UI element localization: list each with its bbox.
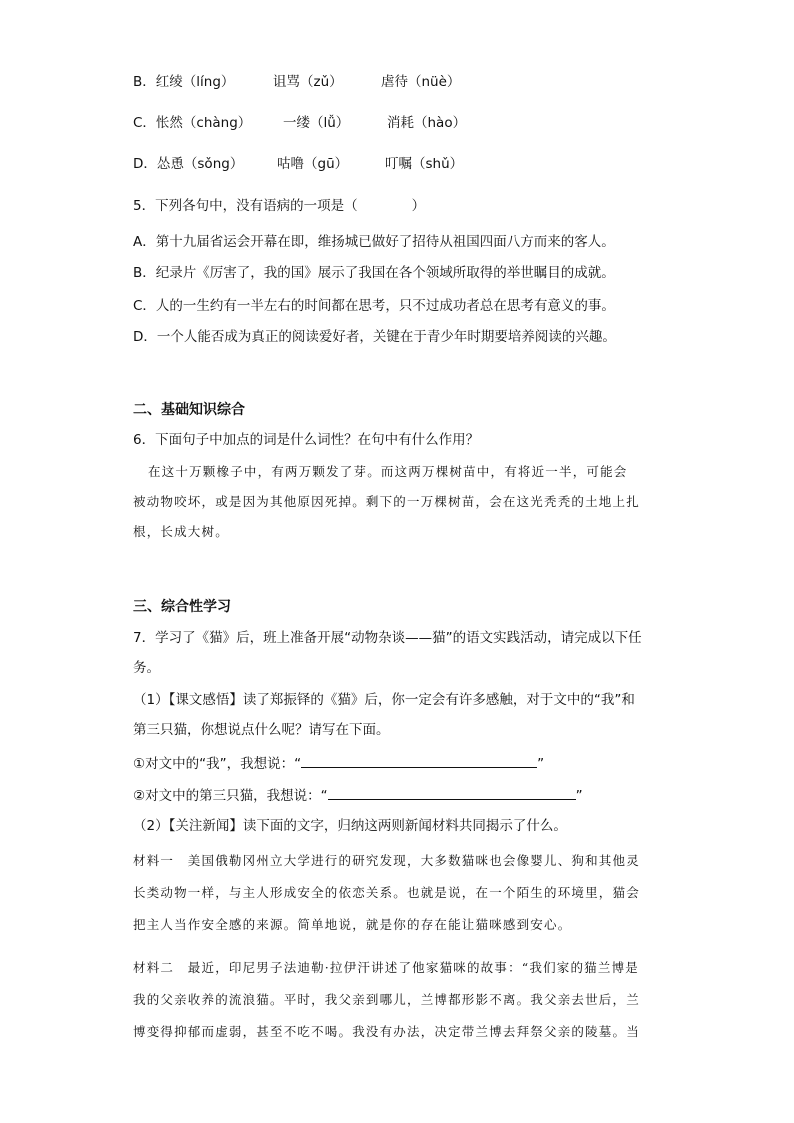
q4-option-b-word1: B．红绫（líng）: [133, 74, 235, 90]
q5-stem: 5．下列各句中，没有语病的一项是（ ）: [133, 198, 426, 214]
section-3-heading: 三、综合性学习: [133, 599, 231, 615]
material-1-line-1: 材料一 美国俄勒冈州立大学进行的研究发现，大多数猫咪也会像婴儿、狗和其他灵: [133, 853, 640, 868]
q5-option-c: C．人的一生约有一半左右的时间都在思考，只不过成功者总在思考有意义的事。: [133, 298, 615, 314]
q7-answer-1-prefix: ①对文中的“我”，我想说：“: [133, 756, 302, 772]
q7-sub1-line-2: 第三只猫，你想说点什么呢？请写在下面。: [133, 722, 390, 738]
q4-option-c: [133, 113, 466, 133]
material-1-line-3: 把主人当作安全感的来源。简单地说，就是你的存在能让猫咪感到安心。: [133, 917, 572, 932]
q6-passage-line-1: 在这十万颗橡子中，有两万颗发了芽。而这两万棵树苗中，有将近一半，可能会: [148, 464, 628, 479]
q7-answer-1-blank[interactable]: [301, 753, 537, 768]
q7-stem-line-2: 务。: [133, 660, 160, 676]
q7-answer-1-row: [133, 753, 544, 774]
q5-option-a: A．第十九届省运会开幕在即，维扬城已做好了招待从祖国四面八方而来的客人。: [133, 234, 615, 250]
q6-passage-line-3: 根，长成大树。: [133, 524, 229, 539]
q7-answer-2-row: [133, 785, 583, 806]
material-2-line-1: 材料二 最近，印尼男子法迪勒·拉伊汗讲述了他家猫咪的故事：“我们家的猫兰博是: [133, 960, 639, 975]
q7-answer-2-prefix: ②对文中的第三只猫，我想说：“: [133, 788, 328, 804]
q7-answer-2-blank[interactable]: [328, 785, 576, 800]
q7-answer-2-suffix: ”: [575, 788, 583, 804]
q5-option-b: B．纪录片《厉害了，我的国》展示了我国在各个领域所取得的举世瞩目的成就。: [133, 265, 615, 281]
material-1-line-2: 长类动物一样，与主人形成安全的依恋关系。也就是说，在一个陌生的环境里，猫会: [133, 885, 640, 900]
q4-option-b-word2: 诅骂（zǔ）: [273, 74, 343, 90]
q6-stem: 6．下面句子中加点的词是什么词性？在句中有什么作用？: [133, 432, 480, 448]
q7-answer-1-suffix: ”: [537, 756, 545, 772]
q7-sub1-line-1: （1）【课文感悟】读了郑振铎的《猫》后，你一定会有许多感触，对于文中的“我”和: [133, 692, 635, 708]
section-2-heading: 二、基础知识综合: [133, 402, 245, 418]
q6-passage-line-2: 被动物咬坏，或是因为其他原因死掉。剩下的一万棵树苗，会在这光秃秃的土地上扎: [133, 494, 640, 509]
q4-option-d-word1: D．怂恿（sǒng）: [133, 156, 244, 172]
q4-option-b-word3: 虐待（nüè）: [381, 74, 461, 90]
material-2-line-3: 博变得抑郁而虚弱，甚至不吃不喝。我没有办法，决定带兰博去拜祭父亲的陵墓。当: [133, 1024, 640, 1039]
q4-option-c-word2: 一缕（lǚ）: [283, 115, 350, 131]
material-2-line-2: 我的父亲收养的流浪猫。平时，我父亲到哪儿，兰博都形影不离。我父亲去世后，兰: [133, 992, 640, 1007]
q4-option-b: [133, 72, 460, 92]
q4-option-c-word1: C．怅然（chàng）: [133, 115, 252, 131]
q7-sub2: （2）【关注新闻】读下面的文字，归纳这两则新闻材料共同揭示了什么。: [133, 818, 567, 834]
q4-option-c-word3: 消耗（hào）: [387, 115, 467, 131]
q4-option-d-word3: 叮嘱（shǔ）: [385, 156, 464, 172]
q4-option-d-word2: 咕噜（gū）: [277, 156, 349, 172]
q4-option-d: [133, 154, 463, 174]
q7-stem-line-1: 7．学习了《猫》后，班上准备开展“动物杂谈——猫”的语文实践活动，请完成以下任: [133, 630, 642, 646]
q5-option-d: D．一个人能否成为真正的阅读爱好者，关键在于青少年时期要培养阅读的兴趣。: [133, 329, 616, 345]
